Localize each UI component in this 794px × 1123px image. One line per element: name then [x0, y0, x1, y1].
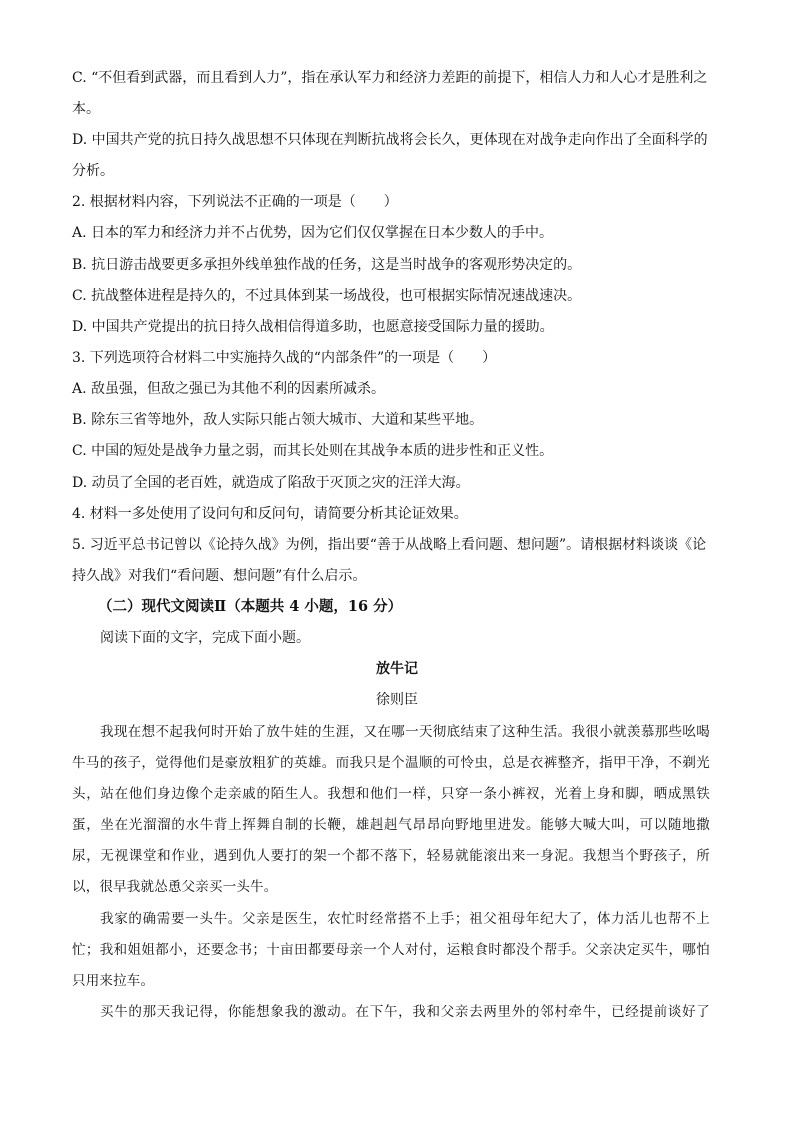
section-heading: （二）现代文阅读Ⅱ（本题共 4 小题，16 分）	[98, 598, 403, 615]
story-paragraph-3-line-1: 买牛的那天我记得，你能想象我的激动。在下午，我和父亲去两里外的邻村牵牛，已经提前谈好了	[100, 1004, 710, 1020]
q2-option-d: D. 中国共产党提出的抗日持久战相信得道多助，也愿意接受国际力量的援助。	[72, 319, 554, 335]
story-paragraph-1-line-6: 以，很早我就怂恿父亲买一头牛。	[72, 879, 278, 895]
q3-option-d: D. 动员了全国的老百姓，就造成了陷敌于灭顶之灾的汪洋大海。	[72, 475, 470, 491]
q3-option-a: A. 敌虽强，但敌之强已为其他不利的因素所减杀。	[72, 381, 386, 397]
q2-option-a: A. 日本的军力和经济力并不占优势，因为它们仅仅掌握在日本少数人的手中。	[72, 225, 554, 241]
q2-option-b: B. 抗日游击战要更多承担外线单独作战的任务，这是当时战争的客观形势决定的。	[72, 257, 582, 273]
story-paragraph-2-line-3: 只用来拉车。	[72, 973, 155, 989]
question-4: 4. 材料一多处使用了设问句和反问句，请简要分析其论证效果。	[72, 506, 468, 522]
q3-option-c: C. 中国的短处是战争力量之弱，而其长处则在其战争本质的进步性和正义性。	[72, 443, 554, 459]
option-c-line-1: C. “不但看到武器，而且看到人力”，指在承认军力和经济力差距的前提下，相信人力和人心才是胜利之	[72, 70, 708, 86]
story-paragraph-1-line-4: 蛋，坐在光溜溜的水牛背上挥舞自制的长鞭，雄赳赳气昂昂向野地里进发。能够大喊大叫，可以随地撒	[72, 817, 710, 833]
question-3: 3. 下列选项符合材料二中实施持久战的“内部条件”的一项是（ ）	[72, 350, 497, 366]
question-5-line-2: 持久战》对我们“看问题、想问题”有什么启示。	[72, 568, 367, 584]
option-c-line-2: 本。	[72, 101, 100, 117]
story-paragraph-1-line-2: 牛马的孩子，觉得他们是豪放粗犷的英雄。而我只是个温顺的可怜虫，总是衣裤整齐，指甲干净，不剃光	[72, 755, 710, 771]
option-d-line-1: D. 中国共产党的抗日持久战思想不只体现在判断抗战将会长久，更体现在对战争走向作出了全面科学的	[72, 132, 708, 148]
option-d-line-2: 分析。	[72, 163, 114, 179]
question-2: 2. 根据材料内容，下列说法不正确的一项是（ ）	[72, 194, 398, 210]
story-paragraph-1-line-5: 尿，无视课堂和作业，遇到仇人要打的架一个都不落下，轻易就能滚出来一身泥。我想当个野孩子，所	[72, 848, 710, 864]
story-author: 徐则臣	[376, 692, 418, 708]
q3-option-b: B. 除东三省等地外，敌人实际只能占领大城市、大道和某些平地。	[72, 412, 484, 428]
story-paragraph-2-line-2: 忙；我和姐姐都小，还要念书；十亩田都要母亲一个人对付，运粮食时都没个帮手。父亲决定买牛，哪怕	[72, 942, 710, 958]
question-5-line-1: 5. 习近平总书记曾以《论持久战》为例，指出要“善于从战略上看问题、想问题”。请根据材料谈谈《论	[72, 537, 707, 553]
story-paragraph-1-line-1: 我现在想不起我何时开始了放牛娃的生涯，又在哪一天彻底结束了这种生活。我很小就羡慕那些吆喝	[100, 724, 710, 740]
q2-option-c: C. 抗战整体进程是持久的，不过具体到某一场战役，也可根据实际情况速战速决。	[72, 288, 582, 304]
instruction-text: 阅读下面的文字，完成下面小题。	[100, 630, 310, 646]
story-paragraph-2-line-1: 我家的确需要一头牛。父亲是医生，农忙时经常搭不上手；祖父祖母年纪大了，体力活儿也帮不上	[100, 911, 710, 927]
story-title: 放牛记	[376, 661, 418, 677]
story-paragraph-1-line-3: 头，站在他们身边像个走亲戚的陌生人。我想和他们一样，只穿一条小裤衩，光着上身和脚，晒成黑铁	[72, 786, 710, 802]
